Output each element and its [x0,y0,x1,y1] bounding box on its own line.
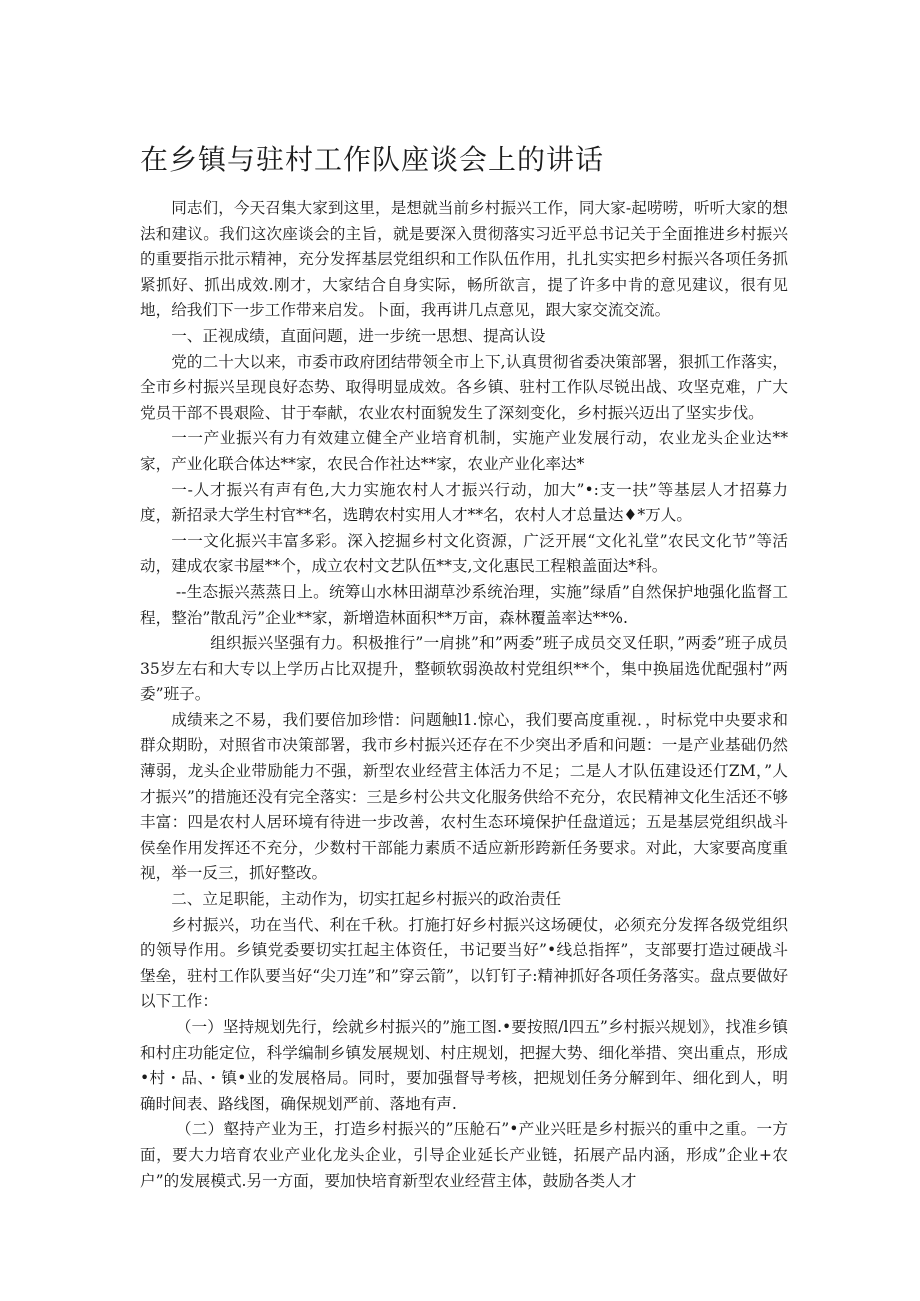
section-heading: 一、正视成绩，直面问题，进一步统一思想、提高认设 [171,326,546,345]
document-title: 在乡镇与驻村工作队座谈会上的讲话 [140,143,605,176]
paragraph: --生态振兴蒸蒸日上。统筹山水林田湖草沙系统治理，实施”绿盾”自然保护地强化监督工程，整治”散乱污”企业**家，新增造林面积**万亩，森林覆盖率达**%. [140,582,788,627]
paragraph: 同志们，今天召集大家到这里，是想就当前乡村振兴工作，同大家-起唠唠，听听大家的想法和建议。我们这次座谈会的主旨，就是要深入贯彻落实习近平总书记关于全面推进乡村振兴的重要指示批示精神，充分发挥基层党组织和工作队伍作用，扎扎实实把乡村振兴各项任务抓紧抓好、抓出成效.刚才，大家结合自身实际，畅所欲言，提了许多中肯的意见建议，很有见地，给我们下一步工作带来启发。卜面，我再讲几点意见，跟大家交流交流。 [140,199,788,320]
document-body [140,196,788,1194]
paragraph: （二）壑持产业为王，打造乡村振兴的”压舱石”•产业兴旺是乡村振兴的重中之重。一方面，要大力培育农业产业化龙头企业，引导企业延长产业链，拓展产品内涵，形成”企业+农户”的发展模式.另一方面，要加快培育新型农业经营主体，鼓励各类人才 [140,1120,788,1190]
paragraph: 一一产业振兴有力有效建立健全产业培育机制，实施产业发展行动，农业龙头企业达**家，产业化联合体达**家，农民合作社达**家，农业产业化率达* [140,429,788,473]
paragraph: 一-人才振兴有声有色,大力实施农村人才振兴行动，加大”•:支一扶”等基层人才招募力度，新招录大学生村官**名，选聘农村实用人才**名，农村人才总量达♦*万人。 [140,480,788,525]
paragraph: （一）坚持规划先行，绘就乡村振兴的”施工图.•要按照/l四五”乡村振兴规划》，找准乡镇和村庄功能定位，科学编制乡镇发展规划、村庄规划，把握大势、细化举措、突出重点，形成•村・品、・镇•业的发展格局。同时，要加强督导考核，把规划任务分解到年、细化到人，明确时间表、路线图，确保规划严前、落地有声. [140,1018,788,1113]
paragraph: 党的二十大以来，市委市政府团结带领全市上下,认真贯彻省委决策部署，狠抓工作落实，全市乡村振兴呈现良好态势、取得明显成效。各乡镇、驻村工作队尽锐出战、攻坚克难，广大党员干部不畏艰险、甘于奉献，农业农村面貌发生了深刻变化，乡村振兴迈出了坚实步伐。 [140,352,788,422]
paragraph: 成绩来之不易，我们要倍加珍惜：问题触l1.惊心，我们要高度重视．，时标党中央要求和群众期盼，对照省市决策部署，我市乡村振兴还存在不少突出矛盾和问题：一是产业基础仍然薄弱，龙头企业带励能力不强，新型农业经营主体活力不足；二是人才队伍建设还仃ZM，”人才振兴”的措施还没有完全落实：三是乡村公共文化服务供给不充分，农民精神文化生活还不够丰富：四是农村人居环境有待进一步改善，农村生态环境保护任盘道远；五是基层党组织战斗侯垒作用发挥还不充分，少数村干部能力素质不适应新形跨新任务要求。对此，大家要高度重视，举一反三，抓好整改。 [140,710,788,883]
paragraph: 一一文化振兴丰富多彩。深入挖掘乡村文化资源，广泛开展“文化礼堂”农民文化节”等活动，建成农家书屋**个，成立农村文艺队伍**支,文化惠民工程粮盖面达*科。 [140,531,788,576]
paragraph: 乡村振兴，功在当代、利在千秋。打施打好乡村振兴这场硬仗，必须充分发挥各级党组织的领导作用。乡镇党委要切实扛起主体资任，书记要当好”•线总指挥”，支部要打造过硬战斗堡垒，驻村工作队要当好“尖刀连”和”穿云箭”，以钉钉子:精神抓好各项任务落实。盘点要做好以下工作： [140,915,788,1011]
section-heading: 二、立足职能，主动作为，切实扛起乡村振兴的政治责任 [171,890,562,909]
paragraph: 组织振兴坚强有力。积极推行”一肩挑”和”两委”班子成员交叉任职，”两委”班子成员35岁左右和大专以上学历占比双提升，整顿软弱涣故村党组织**个，集中换届选优配强村”两委”班子。 [140,634,788,704]
